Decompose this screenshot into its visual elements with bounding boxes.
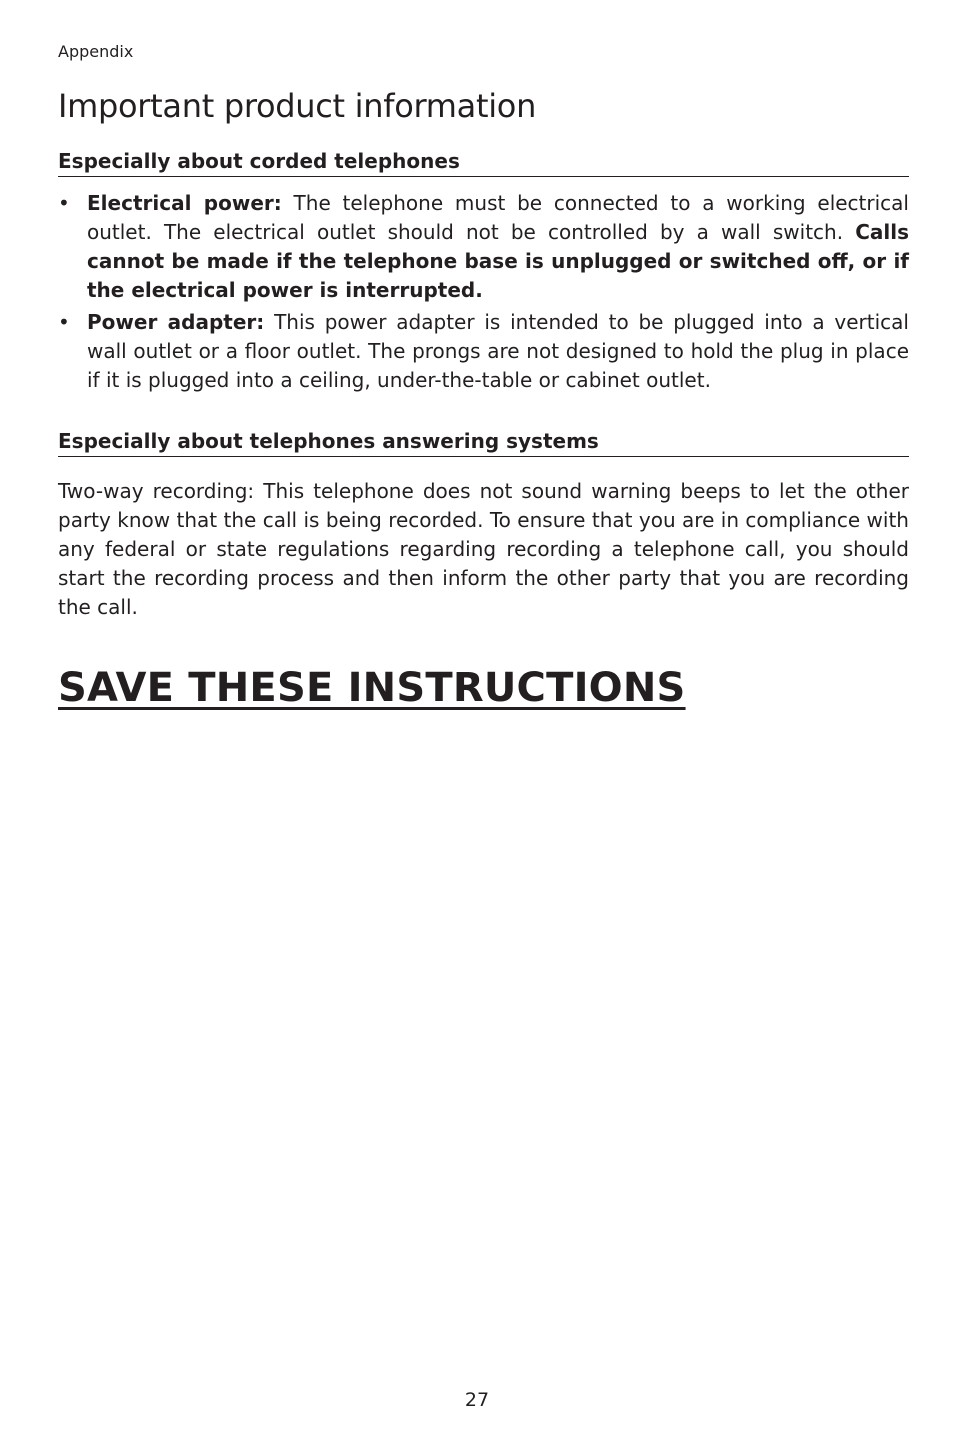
running-head: Appendix — [58, 42, 134, 61]
corded-section-heading: Especially about corded telephones — [58, 148, 909, 177]
page-title: Important product information — [58, 87, 537, 125]
save-instructions-heading: SAVE THESE INSTRUCTIONS — [58, 665, 686, 711]
bullet-label: Electrical power: — [87, 191, 282, 215]
bullet-emphasis: Calls cannot be made if the telephone base is unplugged or switched off, or if the electrical power is interrupted. — [87, 220, 909, 302]
bullet-label: Power adapter: — [87, 310, 265, 334]
bullet-text: The telephone must be connected to a working electrical outlet. The electrical outlet should not be controlled by a wall switch. — [87, 191, 909, 244]
bullet-electrical-power — [58, 189, 909, 305]
corded-telephones-section — [58, 148, 909, 398]
page-number: 27 — [464, 1389, 490, 1411]
corded-bullet-list — [58, 189, 909, 395]
bullet-power-adapter — [58, 308, 909, 395]
two-way-recording-paragraph: Two-way recording: This telephone does not sound warning beeps to let the other party know that the call is being recorded. To ensure that you are in compliance with any federal or state regulations regarding recording a telephone call, you should start the recording process and then inform the other party that you are recording the call. — [58, 479, 909, 619]
answering-systems-section — [58, 428, 909, 622]
bullet-text: This power adapter is intended to be plugged into a vertical wall outlet or a floor outlet. The prongs are not designed to hold the plug in place if it is plugged into a ceiling, under-the-table or cabinet outlet. — [87, 310, 909, 392]
answering-section-heading: Especially about telephones answering systems — [58, 428, 909, 457]
bullet-icon: • — [58, 310, 70, 334]
bullet-icon: • — [58, 191, 70, 215]
